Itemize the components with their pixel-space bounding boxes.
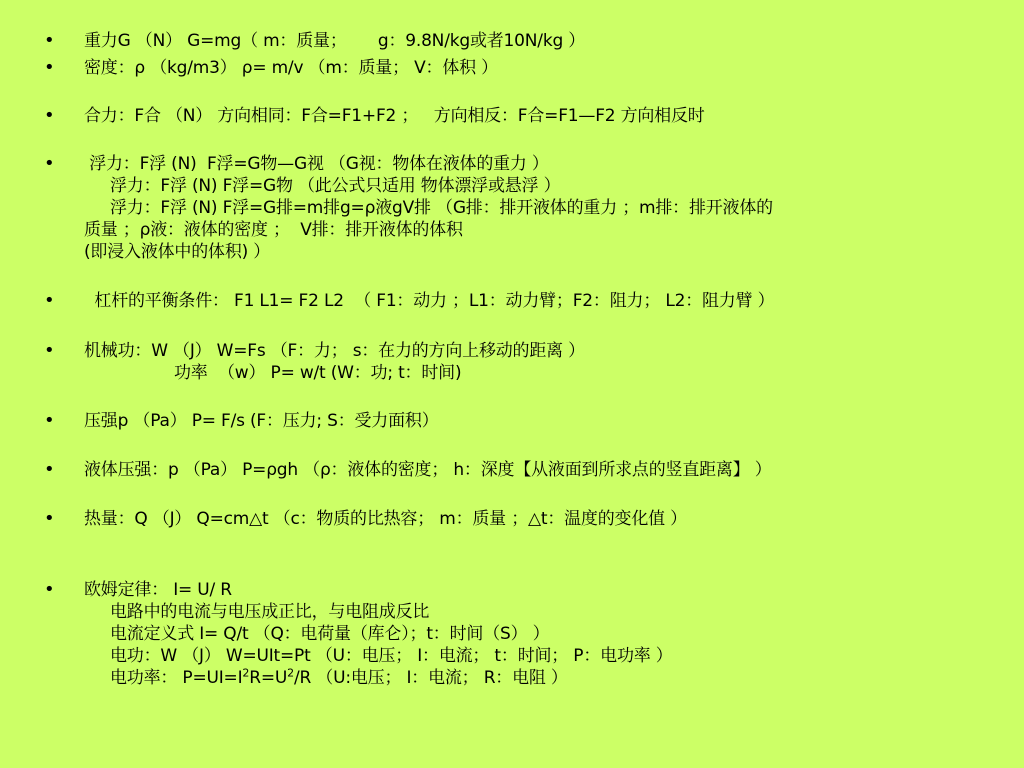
superscript: 2 [242,666,250,680]
formula-line: 浮力：F浮 (N) F浮=G物 （此公式只适用 物体漂浮或悬浮 ） [110,176,561,196]
formula-line: 欧姆定律： I= U/ R [84,580,232,600]
formula-line: 电路中的电流与电压成正比，与电阻成反比 [110,602,430,622]
formula-line: 压强p （Pa） P= F/s (F：压力; S：受力面积） [84,411,439,431]
formula-line: 杠杆的平衡条件： F1 L1= F2 L2 （ F1：动力 ；L1：动力臂；F2：阻力； L2：阻力臂 ） [84,291,775,311]
formula-line: 质量 ；ρ液：液体的密度 ； V排：排开液体的体积 [84,220,463,240]
bullet: • [44,340,55,361]
electric-power-line [110,667,568,689]
formula-text: R=U [249,668,288,688]
formula-line: 液体压强：p （Pa） P=ρgh （ρ：液体的密度； h：深度【从液面到所求点的竖直距离】 ） [84,460,772,480]
bullet: • [44,30,55,51]
formula-line: 浮力：F浮 (N) F浮=G排=m排g=ρ液gV排 （G排：排开液体的重力 ；m排：排开液体的 [110,198,773,218]
formula-line: 机械功：W （J） W=Fs （F：力； s：在力的方向上移动的距离 ） [84,341,585,361]
bullet: • [44,57,55,78]
bullet: • [44,105,55,126]
formula-line: 热量：Q （J） Q=cm△t （c：物质的比热容； m：质量 ；△t：温度的变化值 ） [84,509,687,529]
bullet: • [44,153,55,174]
superscript: 2 [287,666,294,680]
formula-line: 电流定义式 I= Q/t （Q：电荷量（库仑）；t：时间（S） ） [110,624,550,644]
bullet: • [44,410,55,431]
bullet: • [44,290,55,311]
formula-text: 电功率： P=UI=I [110,668,243,688]
formula-line: 功率 （w） P= w/t (W：功; t：时间) [174,363,462,383]
formula-line: 电功：W （J） W=UIt=Pt （U：电压； I：电流； t：时间； P：电功率 ） [110,646,673,666]
formula-line: 浮力：F浮 (N) F浮=G物—G视 （G视：物体在液体的重力 ） [84,154,549,174]
formula-text: /R （U:电压； I：电流； R：电阻 ） [293,668,568,688]
bullet: • [44,508,55,529]
formula-line: 重力G （N） G=mg（ m：质量； g：9.8N/kg或者10N/kg ） [84,31,586,51]
bullet: • [44,579,55,600]
formula-line: (即浸入液体中的体积) ） [84,242,271,262]
bullet: • [44,459,55,480]
formula-line: 合力：F合 （N） 方向相同：F合=F1+F2 ； 方向相反：F合=F1—F2 方向相反时 [84,106,705,126]
formula-line: 密度：ρ （kg/m3） ρ= m/v （m：质量； V：体积 ） [84,58,498,78]
